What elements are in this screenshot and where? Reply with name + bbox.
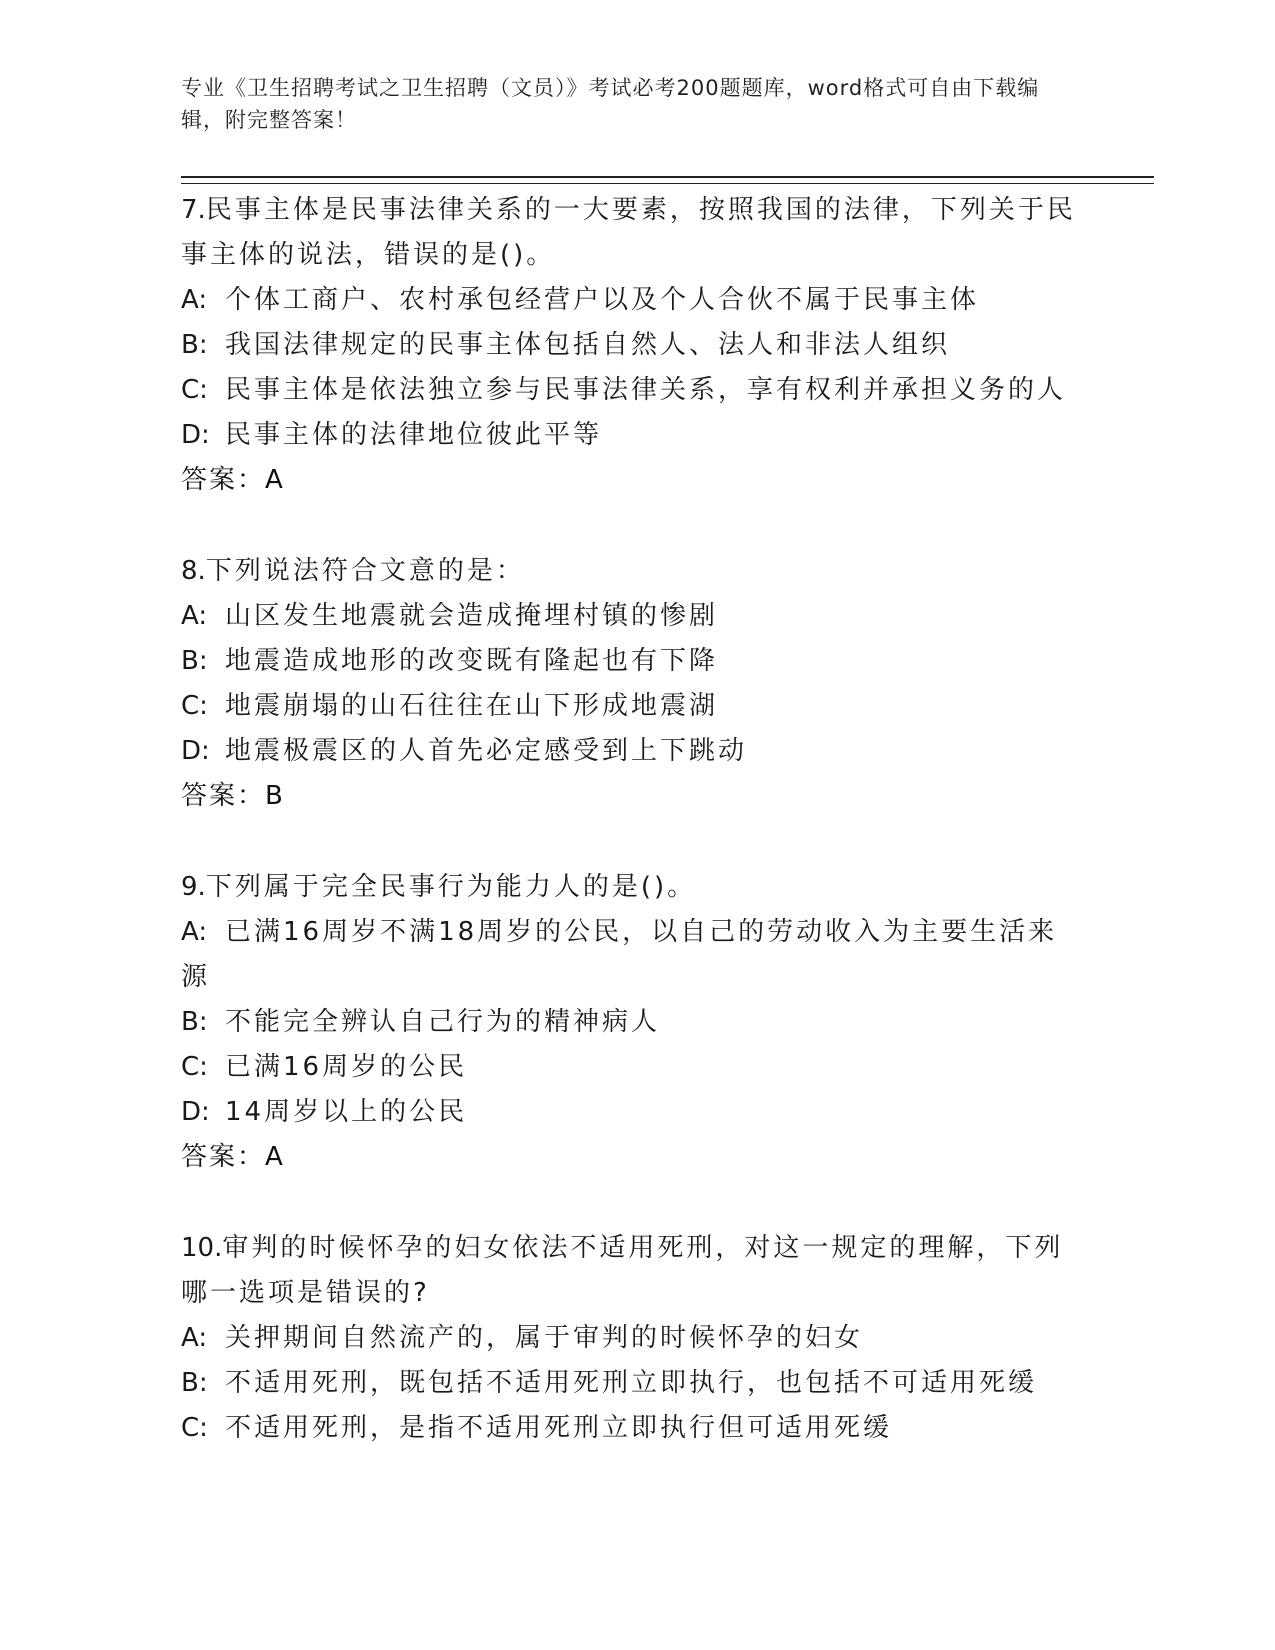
option-text: 已满16周岁不满18周岁的公民，以自己的劳动收入为主要生活来源: [181, 917, 1058, 992]
answer-line: [181, 774, 1081, 819]
option-d: [181, 413, 1081, 458]
option-a: [181, 910, 1081, 1000]
option-c: [181, 684, 1081, 729]
option-b: [181, 639, 1081, 684]
option-key: D:: [181, 1097, 210, 1127]
option-a: [181, 594, 1081, 639]
option-text: 关押期间自然流产的，属于审判的时候怀孕的妇女: [225, 1323, 864, 1353]
answer-label: 答案：: [181, 1142, 266, 1172]
question-item: [181, 865, 1081, 1180]
option-key: A:: [181, 917, 208, 947]
question-stem: [181, 188, 1081, 278]
answer-line: [181, 458, 1081, 503]
option-key: C:: [181, 1413, 208, 1443]
option-text: 地震极震区的人首先必定感受到上下跳动: [225, 736, 748, 766]
option-key: D:: [181, 736, 210, 766]
question-text: 审判的时候怀孕的妇女依法不适用死刑，对这一规定的理解，下列哪一选项是错误的?: [181, 1233, 1064, 1308]
option-text: 山区发生地震就会造成掩埋村镇的惨剧: [225, 601, 719, 631]
option-text: 地震崩塌的山石往往在山下形成地震湖: [225, 691, 719, 721]
option-a: [181, 1316, 1081, 1361]
question-number: 10.: [181, 1233, 223, 1263]
header-divider-thin: [181, 183, 1154, 184]
option-key: C:: [181, 1052, 208, 1082]
question-stem: [181, 1226, 1081, 1316]
question-text: 下列说法符合文意的是：: [205, 556, 525, 586]
option-d: [181, 1090, 1081, 1135]
option-text: 不能完全辨认自己行为的精神病人: [225, 1007, 661, 1037]
answer-label: 答案：: [181, 781, 266, 811]
question-item: [181, 1226, 1081, 1451]
option-key: B:: [181, 1368, 208, 1398]
option-c: [181, 368, 1081, 413]
question-item: [181, 188, 1081, 503]
question-number: 9.: [181, 872, 206, 902]
option-key: B:: [181, 330, 208, 360]
document-header: [181, 72, 1061, 136]
option-text: 不适用死刑，是指不适用死刑立即执行但可适用死缓: [225, 1413, 893, 1443]
option-c: [181, 1045, 1081, 1090]
option-key: B:: [181, 646, 208, 676]
option-text: 个体工商户、农村承包经营户以及个人合伙不属于民事主体: [225, 285, 980, 315]
answer-value: A: [265, 465, 283, 495]
question-text: 民事主体是民事法律关系的一大要素，按照我国的法律，下列关于民事主体的说法，错误的是()。: [181, 195, 1076, 270]
option-b: [181, 1000, 1081, 1045]
answer-value: A: [265, 1142, 283, 1172]
question-item: [181, 549, 1081, 819]
option-key: A:: [181, 285, 208, 315]
option-d: [181, 729, 1081, 774]
option-text: 已满16周岁的公民: [225, 1052, 468, 1082]
option-a: [181, 278, 1081, 323]
option-text: 我国法律规定的民事主体包括自然人、法人和非法人组织: [225, 330, 951, 360]
option-text: 民事主体的法律地位彼此平等: [225, 420, 603, 450]
question-list: [181, 188, 1081, 1497]
option-key: C:: [181, 691, 208, 721]
answer-label: 答案：: [181, 465, 266, 495]
question-number: 8.: [181, 556, 206, 586]
option-key: B:: [181, 1007, 208, 1037]
option-text: 地震造成地形的改变既有隆起也有下降: [225, 646, 719, 676]
answer-value: B: [265, 781, 283, 811]
option-b: [181, 323, 1081, 368]
question-text: 下列属于完全民事行为能力人的是()。: [205, 872, 697, 902]
question-stem: [181, 549, 1081, 594]
option-c: [181, 1406, 1081, 1451]
option-key: A:: [181, 1323, 208, 1353]
header-divider-thick: [181, 176, 1154, 178]
option-text: 民事主体是依法独立参与民事法律关系，享有权利并承担义务的人: [225, 375, 1067, 405]
question-number: 7.: [181, 195, 206, 225]
answer-line: [181, 1135, 1081, 1180]
question-stem: [181, 865, 1081, 910]
option-key: A:: [181, 601, 208, 631]
header-text: 专业《卫生招聘考试之卫生招聘（文员）》考试必考200题题库，word格式可自由下载编辑，附完整答案！: [181, 76, 1040, 132]
option-b: [181, 1361, 1081, 1406]
option-text: 不适用死刑，既包括不适用死刑立即执行，也包括不可适用死缓: [225, 1368, 1038, 1398]
option-key: C:: [181, 375, 208, 405]
option-text: 14周岁以上的公民: [225, 1097, 468, 1127]
option-key: D:: [181, 420, 210, 450]
